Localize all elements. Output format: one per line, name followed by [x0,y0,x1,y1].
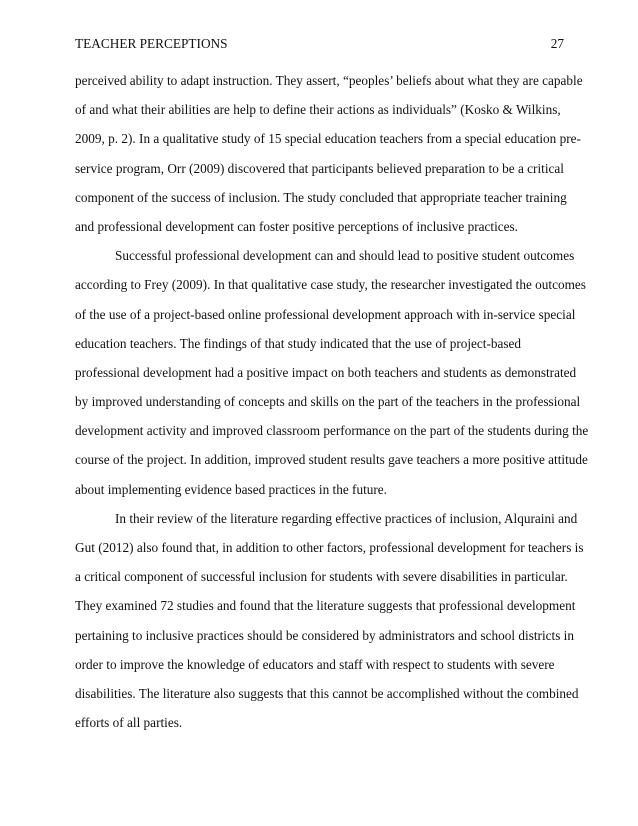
body-text [75,71,589,742]
running-head: TEACHER PERCEPTIONS [75,36,228,51]
text-line: Successful professional development can and should lead to positive student outcomes [115,248,575,264]
text-line: 2009, p. 2). In a qualitative study of 15 special education teachers from a special education pre- [75,131,581,147]
text-line: efforts of all parties. [75,715,183,731]
text-line: They examined 72 studies and found that the literature suggests that professional development [75,598,576,614]
text-line: a critical component of successful inclusion for students with severe disabilities in particular. [75,569,568,585]
text-line: pertaining to inclusive practices should be considered by administrators and school districts in [75,627,574,643]
text-line: development activity and improved classroom performance on the part of the students during the [75,423,589,439]
text-line: according to Frey (2009). In that qualitative case study, the researcher investigated the outcomes [75,277,586,293]
text-line: Gut (2012) also found that, in addition to other factors, professional development for teachers is [75,540,584,555]
text-line: education teachers. The findings of that study indicated that the use of project-based [75,335,522,351]
text-line: professional development had a positive impact on both teachers and students as demonstrated [75,364,577,380]
text-line: course of the project. In addition, improved student results gave teachers a more positive attitude [75,452,588,468]
text-line: of and what their abilities are help to define their actions as individuals” (Kosko & Wilkins, [75,102,561,118]
text-line: component of the success of inclusion. The study concluded that appropriate teacher training [75,189,567,205]
page-number: 27 [550,36,564,51]
text-line: perceived ability to adapt instruction. They assert, “peoples’ beliefs about what they are capable [75,73,583,88]
page-header [75,36,564,54]
text-line: service program, Orr (2009) discovered that participants believed preparation to be a critical [75,160,564,176]
paragraph-2 [75,246,589,509]
text-line: order to improve the knowledge of educators and staff with respect to students with severe [75,656,555,672]
text-line: In their review of the literature regarding effective practices of inclusion, Alquraini and [115,510,578,526]
paragraph-1 [75,71,583,246]
paragraph-3 [75,509,584,743]
text-line: about implementing evidence based practices in the future. [75,481,387,497]
text-line: by improved understanding of concepts and skills on the part of the teachers in the professional [75,394,581,410]
text-line: and professional development can foster positive perceptions of inclusive practices. [75,218,518,234]
text-line: disabilities. The literature also suggests that this cannot be accomplished without the combined [75,685,579,701]
text-line: of the use of a project-based online professional development approach with in-service special [75,306,576,322]
